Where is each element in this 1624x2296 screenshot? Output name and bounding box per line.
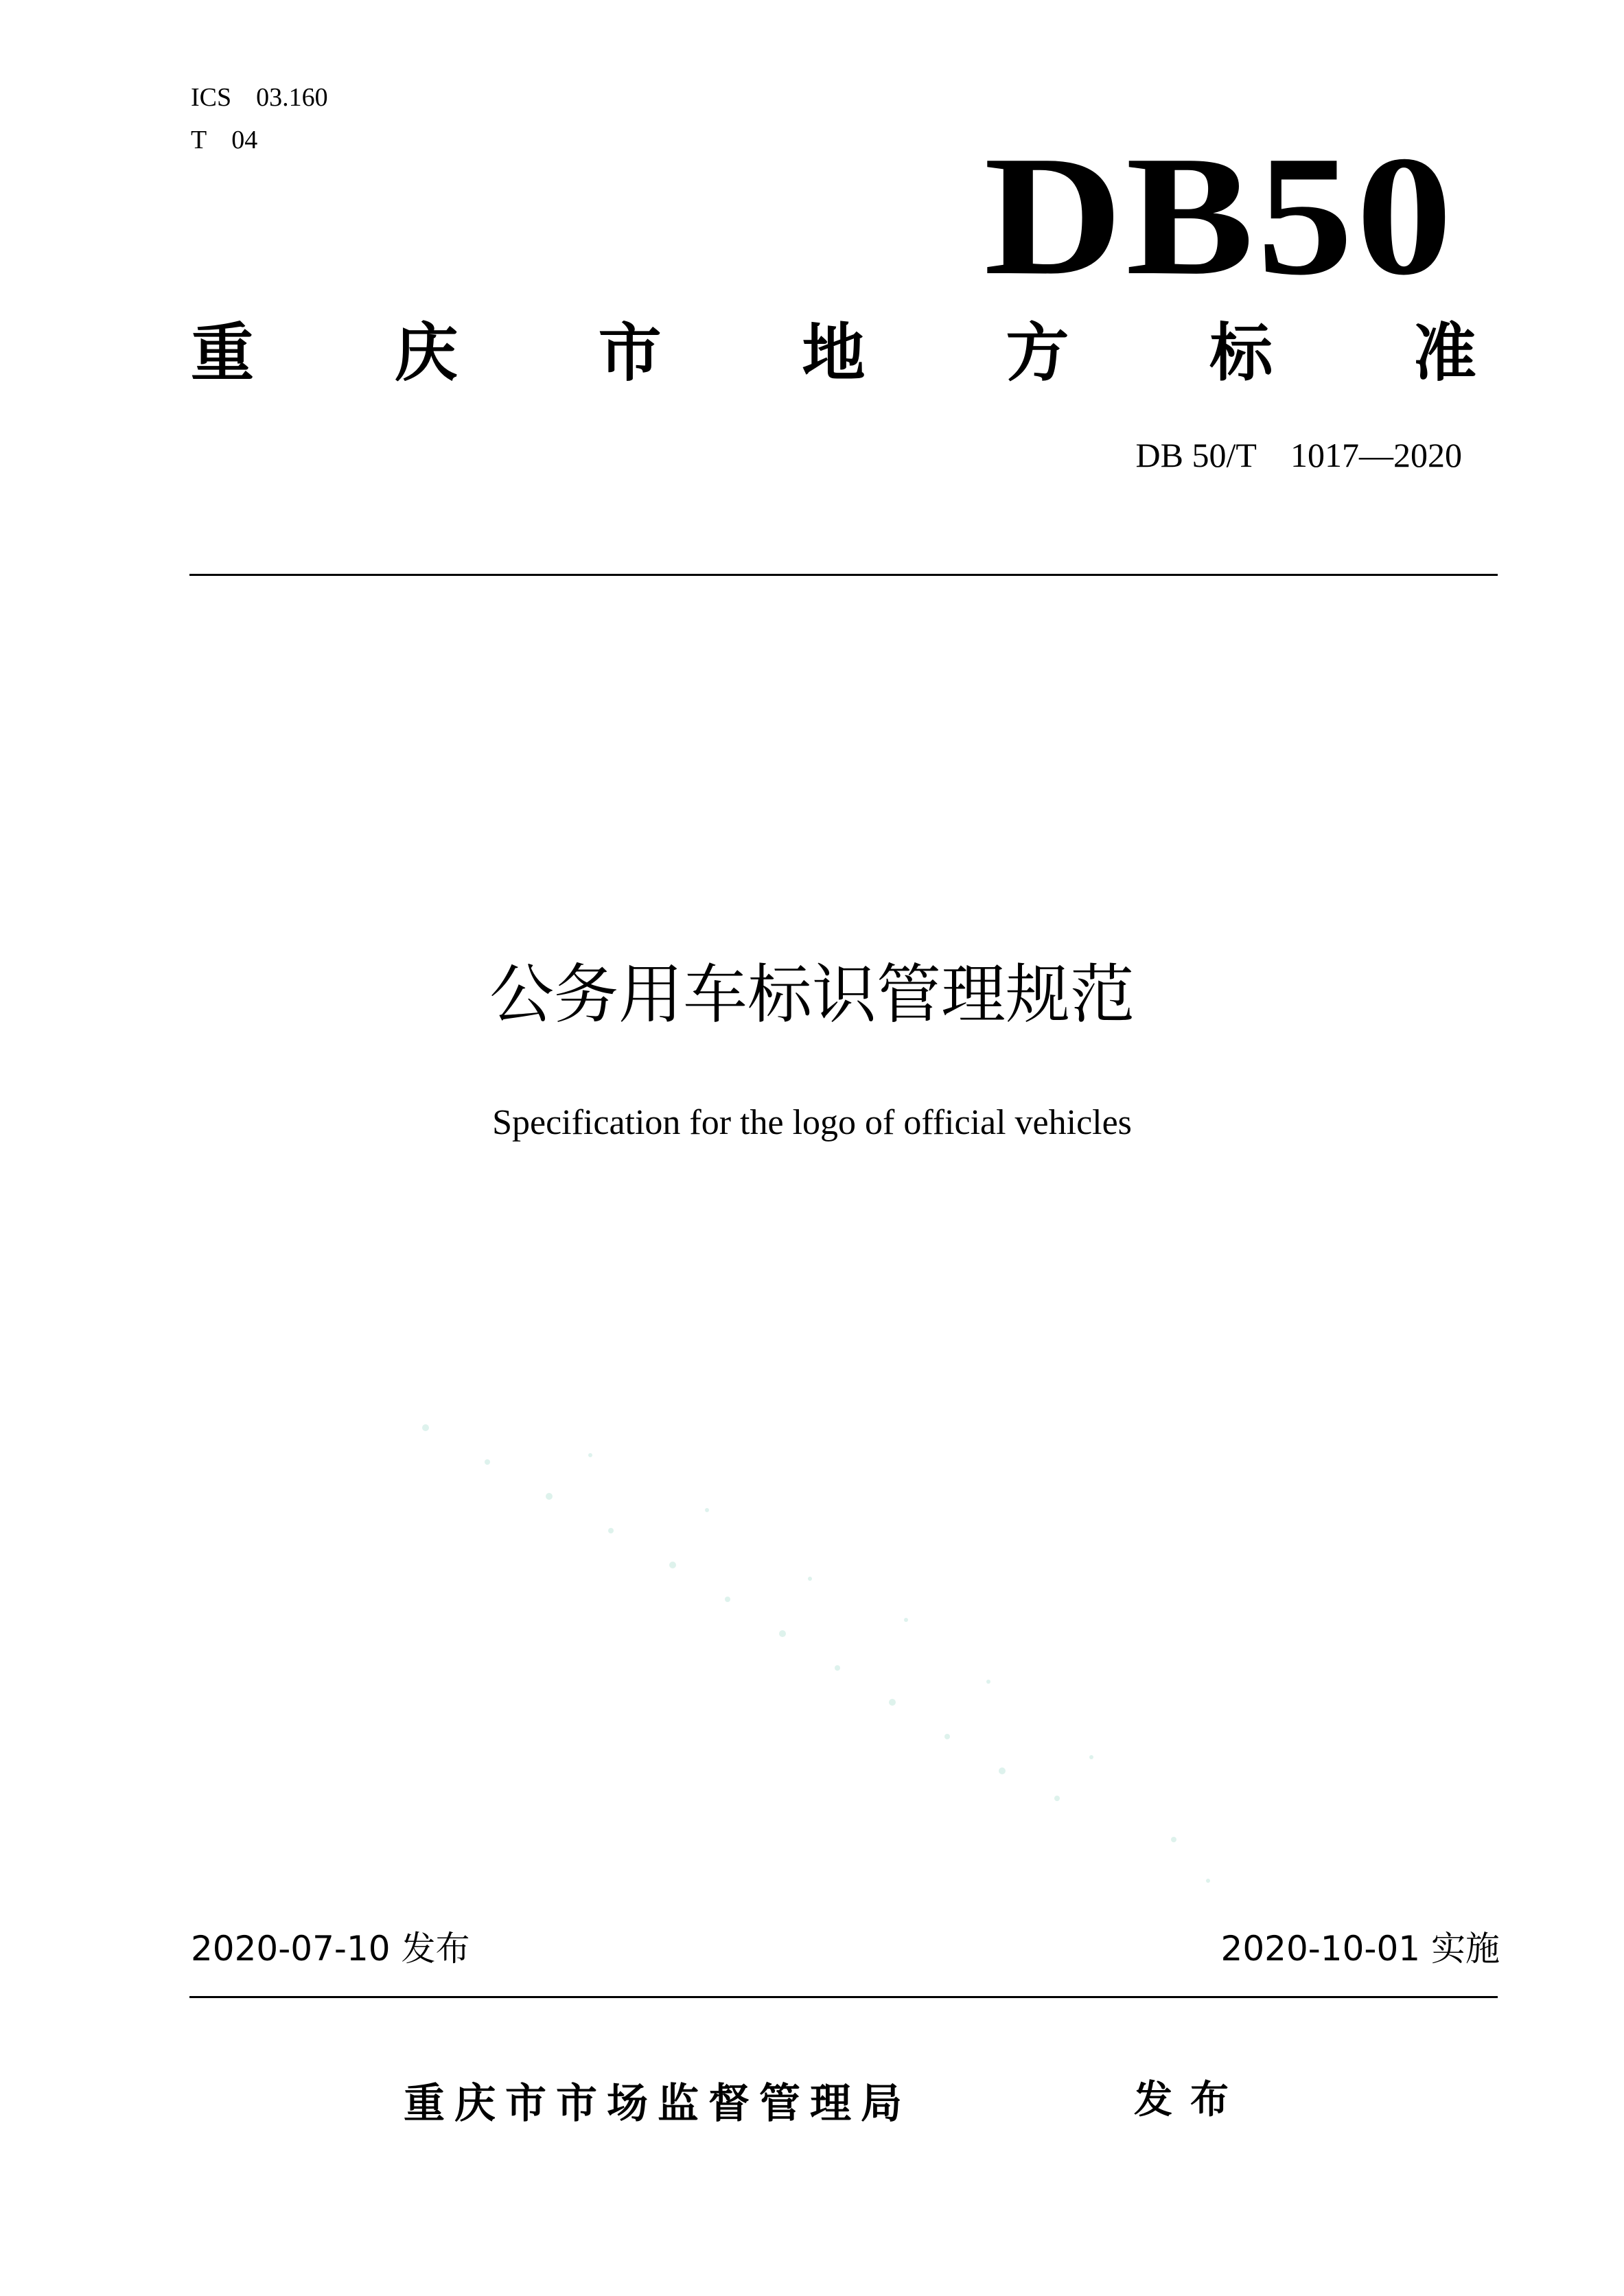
ics-classification bbox=[191, 81, 328, 114]
ccs-code: 04 bbox=[231, 126, 258, 154]
issue-label: 发布 bbox=[1134, 2078, 1246, 2122]
standard-type-char-6: 标 bbox=[1209, 316, 1273, 390]
issuing-authority: 重庆市市场监督管理局 bbox=[404, 2080, 912, 2128]
top-divider bbox=[189, 574, 1498, 576]
standard-type-char-3: 市 bbox=[598, 316, 662, 390]
document-title-chinese: 公务用车标识管理规范 bbox=[489, 958, 1135, 1032]
implementation-date: 2020-10-01 实施 bbox=[1220, 1929, 1500, 1969]
bottom-divider bbox=[189, 1996, 1498, 1998]
standard-type-char-2: 庆 bbox=[394, 316, 458, 390]
ics-label: ICS bbox=[191, 83, 232, 112]
standard-type-char-7: 准 bbox=[1413, 316, 1476, 390]
standard-number: DB 50/T 1017—2020 bbox=[1135, 436, 1462, 474]
ccs-label: T bbox=[191, 126, 207, 154]
standard-type-char-1: 重 bbox=[191, 316, 255, 390]
standard-type-char-5: 方 bbox=[1006, 316, 1069, 390]
standard-type-char-4: 地 bbox=[802, 316, 866, 390]
standard-type-heading bbox=[191, 312, 1476, 395]
db-logo: DB50 bbox=[984, 121, 1455, 311]
ccs-classification bbox=[191, 124, 257, 156]
document-title-english: Specification for the logo of official vehicles bbox=[492, 1103, 1132, 1142]
issue-date: 2020-07-10 发布 bbox=[191, 1929, 470, 1969]
faint-watermark bbox=[384, 1373, 1277, 1922]
ics-code: 03.160 bbox=[256, 83, 328, 112]
